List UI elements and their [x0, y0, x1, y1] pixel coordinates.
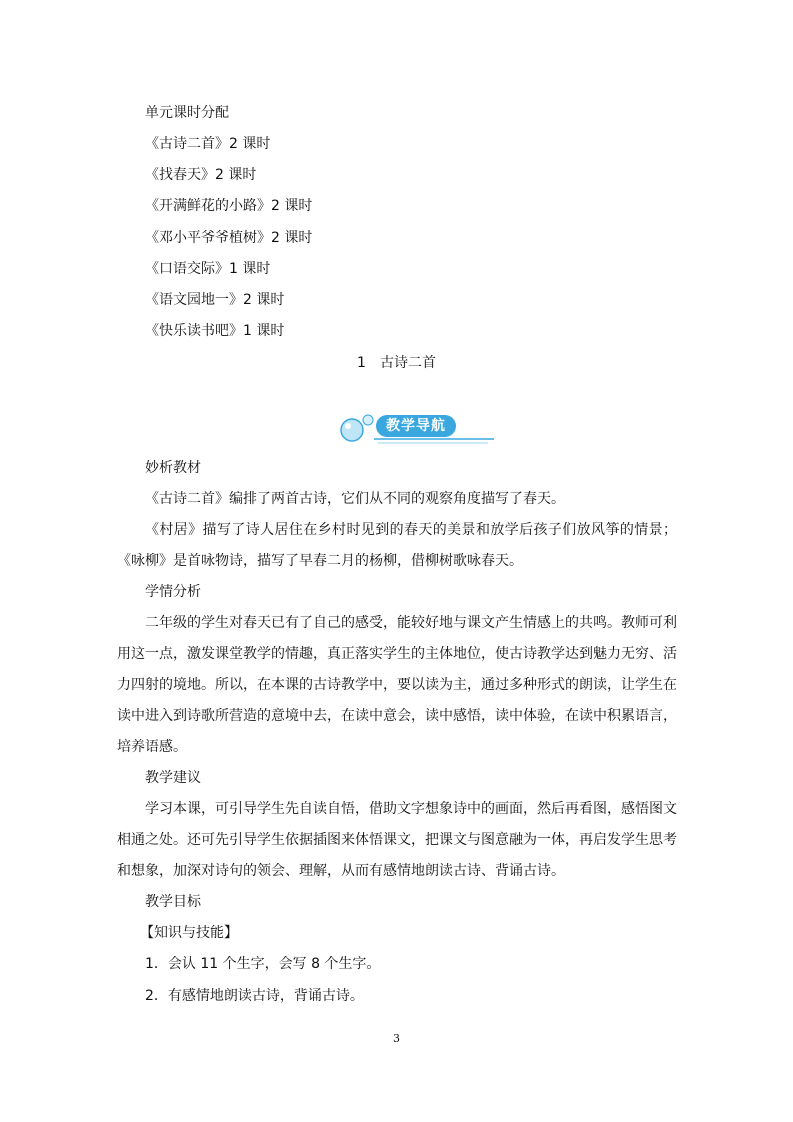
goal-item: 1．会认 11 个生字，会写 8 个生字。 [145, 956, 381, 972]
goal-item: 2．有感情地朗读古诗，背诵古诗。 [145, 988, 364, 1004]
paragraph: 《村居》描写了诗人居住在乡村时见到的春天的美景和放学后孩子们放风筝的情景；《咏柳》是首咏物诗，描写了早春二月的杨柳，借柳树歌咏春天。 [117, 522, 677, 569]
lesson-title: 1 古诗二首 [357, 355, 436, 371]
schedule-item: 《快乐读书吧》1 课时 [145, 323, 285, 339]
schedule-item: 《语文园地一》2 课时 [145, 292, 285, 308]
schedule-item: 《古诗二首》2 课时 [145, 136, 271, 152]
section-heading: 妙析教材 [145, 460, 201, 476]
section-heading: 学情分析 [145, 584, 201, 600]
section-heading: 教学建议 [145, 770, 201, 786]
schedule-item: 《找春天》2 课时 [145, 167, 257, 183]
teaching-guide-banner [338, 410, 498, 450]
paragraph: 二年级的学生对春天已有了自己的感受，能较好地与课文产生情感上的共鸣。教师可利用这一点，激发课堂教学的情趣，真正落实学生的主体地位，使古诗教学达到魅力无穷、活力四射的境地。所以，在本课的古诗教学中，要以读为主，通过多种形式的朗读，让学生在读中进入到诗歌所营造的意境中去，在读中意会，读中感悟，读中体验，在读中积累语言，培养语感。 [117, 615, 677, 755]
schedule-item: 《邓小平爷爷植树》2 课时 [145, 230, 313, 246]
subsection-heading: 【知识与技能】 [140, 925, 238, 941]
page-number: 3 [393, 1032, 400, 1045]
paragraph: 《古诗二首》编排了两首古诗，它们从不同的观察角度描写了春天。 [145, 491, 565, 507]
schedule-item: 《开满鲜花的小路》2 课时 [145, 198, 313, 214]
paragraph: 学习本课，可引导学生先自读自悟，借助文字想象诗中的画面，然后再看图，感悟图文相通之处。还可先引导学生依据插图来体悟课文，把课文与图意融为一体，再启发学生思考和想象，加深对诗句的领会、理解，从而有感情地朗读古诗、背诵古诗。 [117, 801, 677, 879]
schedule-heading: 单元课时分配 [145, 105, 229, 121]
section-heading: 教学目标 [145, 894, 201, 910]
banner-label: 教学导航 [376, 415, 456, 437]
schedule-item: 《口语交际》1 课时 [145, 261, 271, 277]
